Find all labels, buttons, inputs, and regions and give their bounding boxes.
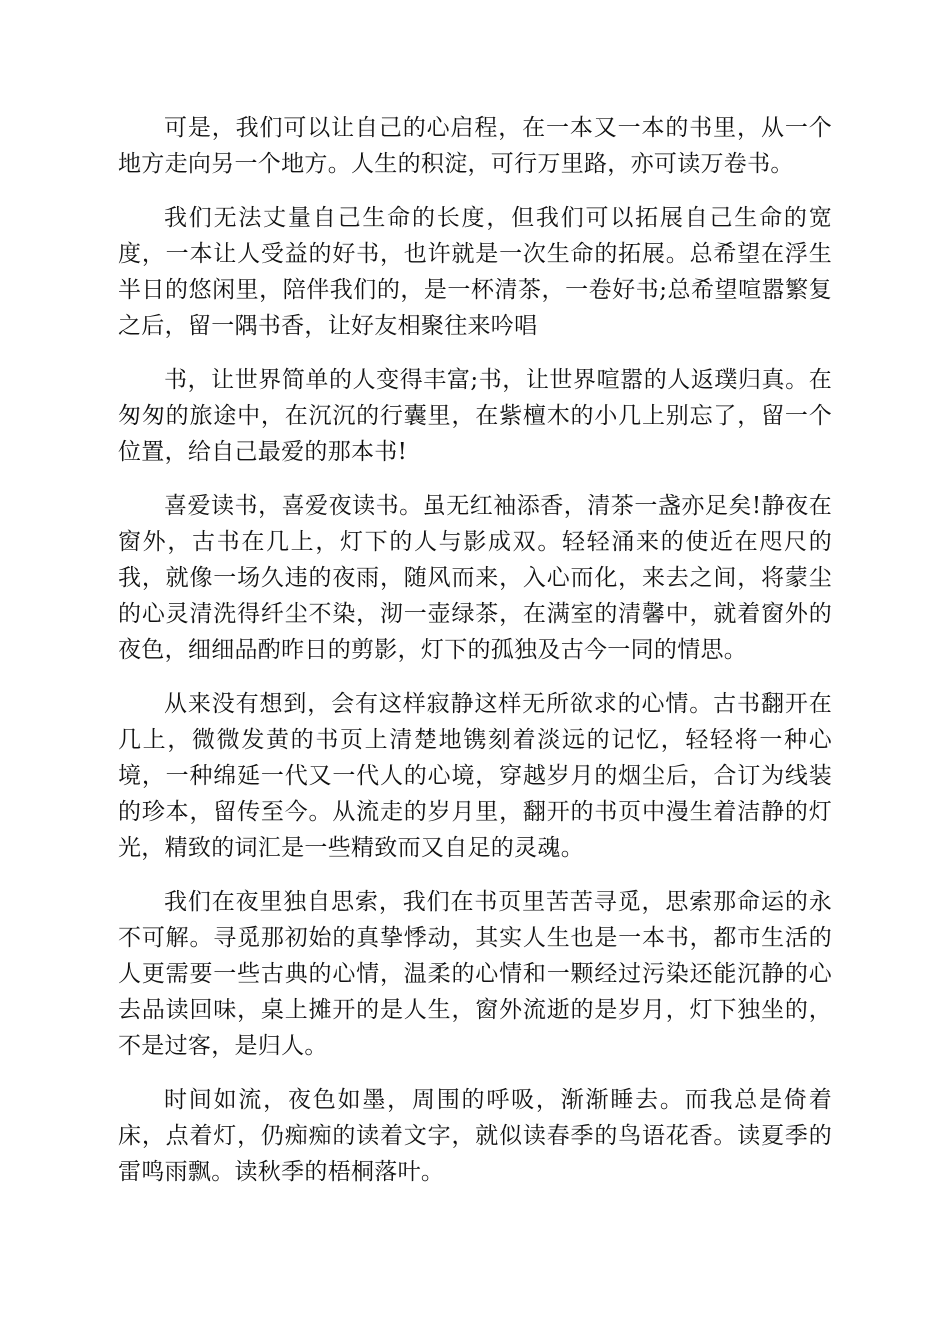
paragraph-3: 书，让世界简单的人变得丰富;书，让世界喧嚣的人返璞归真。在匆匆的旅途中，在沉沉的行囊里，在紫檀木的小几上别忘了，留一个位置，给自己最爱的那本书! <box>118 367 832 465</box>
paragraph-1: 可是，我们可以让自己的心启程，在一本又一本的书里，从一个地方走向另一个地方。人生的积淀，可行万里路，亦可读万卷书。 <box>118 115 832 177</box>
paragraph-5: 从来没有想到，会有这样寂静这样无所欲求的心情。古书翻开在几上，微微发黄的书页上清楚地镌刻着淡远的记忆，轻轻将一种心境，一种绵延一代又一代人的心境，穿越岁月的烟尘后，合订为线装的珍本，留传至今。从流走的岁月里，翻开的书页中漫生着洁静的灯光，精致的词汇是一些精致而又自足的灵魂。 <box>118 691 832 861</box>
paragraph-2: 我们无法丈量自己生命的长度，但我们可以拓展自己生命的宽度，一本让人受益的好书，也许就是一次生命的拓展。总希望在浮生半日的悠闲里，陪伴我们的，是一杯清茶，一卷好书;总希望喧嚣繁复之后，留一隅书香，让好友相聚往来吟唱 <box>118 205 832 339</box>
paragraph-7: 时间如流，夜色如墨，周围的呼吸，渐渐睡去。而我总是倚着床，点着灯，仍痴痴的读着文字，就似读春季的鸟语花香。读夏季的雷鸣雨飘。读秋季的梧桐落叶。 <box>118 1087 832 1185</box>
paragraph-4: 喜爱读书，喜爱夜读书。虽无红袖添香，清茶一盏亦足矣!静夜在窗外，古书在几上，灯下的人与影成双。轻轻涌来的使近在咫尺的我，就像一场久违的夜雨，随风而来，入心而化，来去之间，将蒙尘的心灵清洗得纤尘不染，沏一壶绿茶，在满室的清馨中，就着窗外的夜色，细细品酌昨日的剪影，灯下的孤独及古今一同的情思。 <box>118 493 832 663</box>
paragraph-6: 我们在夜里独自思索，我们在书页里苦苦寻觅，思索那命运的永不可解。寻觅那初始的真挚悸动，其实人生也是一本书，都市生活的人更需要一些古典的心情，温柔的心情和一颗经过污染还能沉静的心去品读回味，桌上摊开的是人生，窗外流逝的是岁月，灯下独坐的，不是过客，是归人。 <box>118 889 832 1059</box>
